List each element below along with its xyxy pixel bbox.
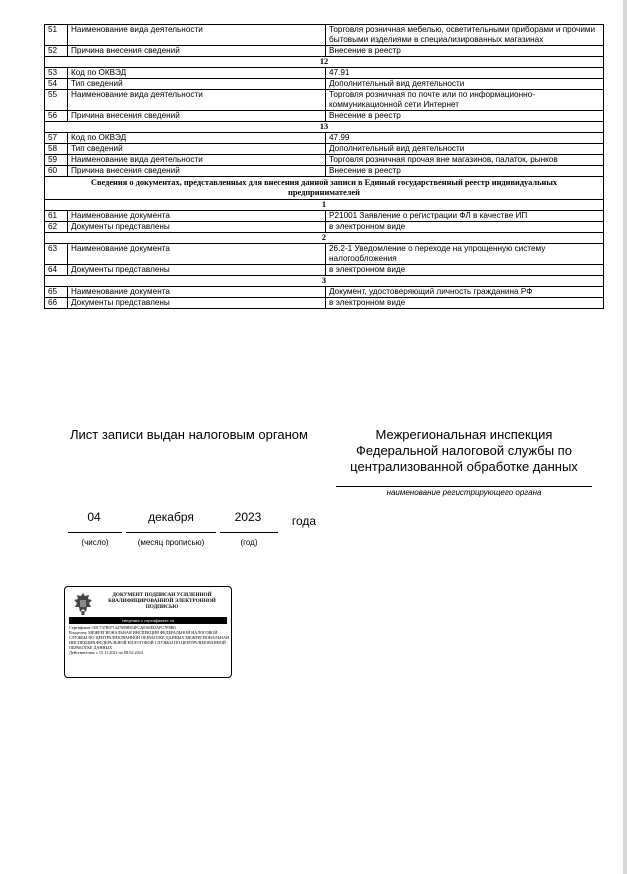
table-row: [45, 287, 604, 298]
authority-caption: наименование регистрирующего органа: [386, 488, 542, 497]
date-month: декабря: [148, 510, 194, 524]
field-name: Код по ОКВЭД: [68, 133, 326, 144]
row-number: 59: [45, 155, 68, 166]
issued-by-label: Лист записи выдан налоговым органом: [70, 427, 308, 442]
row-number: 61: [45, 211, 68, 222]
section-number-row: [45, 276, 604, 287]
field-value: Дополнительный вид деятельности: [326, 144, 604, 155]
section-number-row: [45, 57, 604, 68]
stamp-certificate-bar: сведения о сертификате эп: [69, 617, 227, 624]
field-value: Торговля розничная прочая вне магазинов, палаток, рынков: [326, 155, 604, 166]
field-value: Документ, удостоверяющий личность гражданина РФ: [326, 287, 604, 298]
field-name: Наименование документа: [68, 211, 326, 222]
field-name: Код по ОКВЭД: [68, 68, 326, 79]
row-number: 62: [45, 222, 68, 233]
section-number-row: [45, 122, 604, 133]
registry-table: [44, 24, 604, 309]
table-row: [45, 222, 604, 233]
coat-of-arms-icon: [71, 591, 95, 617]
table-row: [45, 25, 604, 46]
date-year: 2023: [234, 510, 262, 524]
table-row: [45, 111, 604, 122]
field-name: Причина внесения сведений: [68, 166, 326, 177]
row-number: 55: [45, 90, 68, 111]
date-day-caption: (число): [81, 538, 109, 547]
date-month-line: [126, 532, 216, 533]
section-number: 1: [45, 200, 604, 211]
date-day-line: [68, 532, 122, 533]
registering-authority-name: Межрегиональная инспекция Федеральной налоговой службы по централизованной обработке данных: [350, 427, 578, 474]
row-number: 64: [45, 265, 68, 276]
section-header-row: [45, 177, 604, 200]
row-number: 53: [45, 68, 68, 79]
field-value: Внесение в реестр: [326, 166, 604, 177]
row-number: 57: [45, 133, 68, 144]
section-number: 12: [45, 57, 604, 68]
date-suffix: года: [291, 514, 317, 528]
field-value: Торговля розничная по почте или по информационно-коммуникационной сети Интернет: [326, 90, 604, 111]
field-name: Наименование вида деятельности: [68, 90, 326, 111]
table-row: [45, 155, 604, 166]
field-name: Документы представлены: [68, 265, 326, 276]
field-value: Р21001 Заявление о регистрации ФЛ в качестве ИП: [326, 211, 604, 222]
table-row: [45, 144, 604, 155]
row-number: 60: [45, 166, 68, 177]
field-name: Наименование вида деятельности: [68, 25, 326, 46]
page-edge: [623, 0, 627, 874]
registry-table-body: [45, 25, 604, 309]
table-row: [45, 133, 604, 144]
section-header: Сведения о документах, представленных для внесения данной записи в Единый государственный реестр индивидуальных предпринимателей: [45, 177, 604, 200]
row-number: 54: [45, 79, 68, 90]
field-value: 47.91: [326, 68, 604, 79]
field-name: Тип сведений: [68, 144, 326, 155]
section-number: 2: [45, 233, 604, 244]
row-number: 66: [45, 298, 68, 309]
table-row: [45, 166, 604, 177]
date-day: 04: [87, 510, 101, 524]
row-number: 58: [45, 144, 68, 155]
date-month-caption: (месяц прописью): [137, 538, 205, 547]
field-value: 26.2-1 Уведомление о переходе на упрощенную систему налогообложения: [326, 244, 604, 265]
row-number: 56: [45, 111, 68, 122]
section-number-row: [45, 233, 604, 244]
field-value: в электронном виде: [326, 298, 604, 309]
table-row: [45, 46, 604, 57]
date-year-line: [220, 532, 278, 533]
row-number: 51: [45, 25, 68, 46]
field-name: Наименование документа: [68, 244, 326, 265]
row-number: 52: [45, 46, 68, 57]
table-row: [45, 298, 604, 309]
table-row: [45, 244, 604, 265]
field-value: 47.99: [326, 133, 604, 144]
electronic-signature-stamp: [64, 586, 232, 678]
field-value: Торговля розничная мебелью, осветительными приборами и прочими бытовыми изделиями в специализированных магазинах: [326, 25, 604, 46]
field-value: в электронном виде: [326, 222, 604, 233]
field-value: Дополнительный вид деятельности: [326, 79, 604, 90]
table-row: [45, 79, 604, 90]
field-name: Документы представлены: [68, 222, 326, 233]
field-name: Документы представлены: [68, 298, 326, 309]
stamp-validity: Действителен: с 15.11.2022 по 08.02.2024: [69, 649, 143, 655]
field-value: в электронном виде: [326, 265, 604, 276]
stamp-owner: Владелец: МЕЖРЕГИОНАЛЬНАЯ ИНСПЕКЦИЯ ФЕДЕРАЛЬНОЙ НАЛОГОВОЙ СЛУЖБЫ ПО ЦЕНТРАЛИЗОВАННОЙ ОБРАБОТКЕ ДАННЫХ МЕЖРЕГИОНАЛЬНАЯ ИНСПЕКЦИЯ ФЕДЕРАЛЬНОЙ НАЛОГОВОЙ СЛУЖБЫ ПО ЦЕНТРАЛИЗОВАННОЙ ОБРАБОТКЕ ДАННЫХ: [69, 629, 229, 650]
table-row: [45, 90, 604, 111]
field-name: Тип сведений: [68, 79, 326, 90]
field-name: Наименование документа: [68, 287, 326, 298]
stamp-title: ДОКУМЕНТ ПОДПИСАН УСИЛЕННОЙ КВАЛИФИЦИРОВАННОЙ ЭЛЕКТРОННОЙ ПОДПИСЬЮ: [108, 592, 216, 610]
row-number: 65: [45, 287, 68, 298]
date-year-caption: (год): [240, 538, 258, 547]
field-value: Внесение в реестр: [326, 46, 604, 57]
section-number-row: [45, 200, 604, 211]
authority-underline: [336, 486, 592, 487]
table-row: [45, 68, 604, 79]
section-number: 13: [45, 122, 604, 133]
stamp-details: [69, 626, 229, 655]
table-row: [45, 211, 604, 222]
field-name: Наименование вида деятельности: [68, 155, 326, 166]
section-number: 3: [45, 276, 604, 287]
field-name: Причина внесения сведений: [68, 46, 326, 57]
row-number: 63: [45, 244, 68, 265]
field-value: Внесение в реестр: [326, 111, 604, 122]
field-name: Причина внесения сведений: [68, 111, 326, 122]
stamp-certificate: Сертификат: 00C747B07144769BB54FCA0A6EDAFC7F8B0: [69, 625, 176, 630]
table-row: [45, 265, 604, 276]
